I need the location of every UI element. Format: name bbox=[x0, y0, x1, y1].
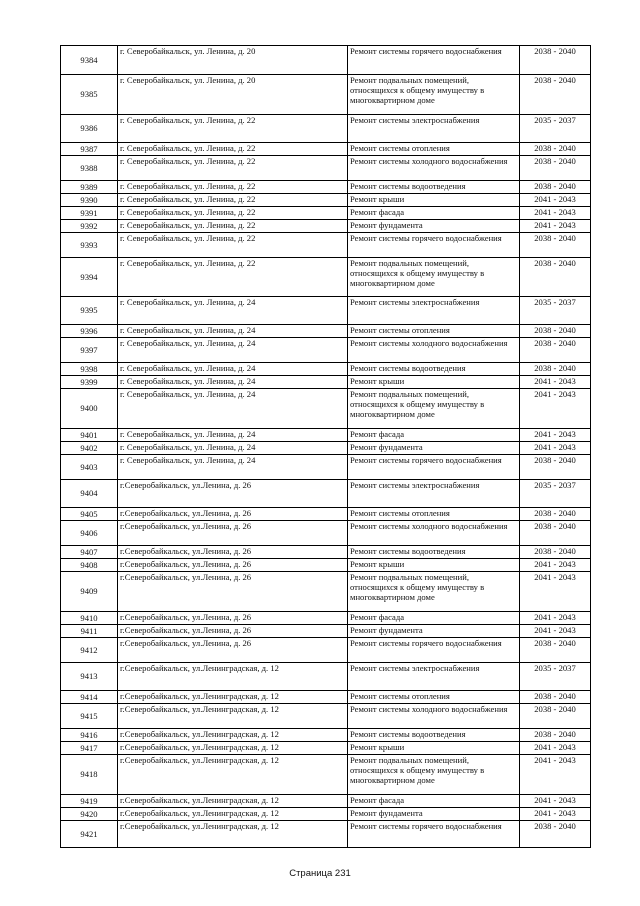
table-row bbox=[61, 376, 591, 389]
row-number: 9411 bbox=[61, 625, 118, 638]
page-number: Страница 231 bbox=[289, 868, 351, 879]
row-number: 9384 bbox=[61, 46, 118, 75]
table-row bbox=[61, 795, 591, 808]
row-number: 9387 bbox=[61, 143, 118, 156]
row-period: 2041 - 2043 bbox=[520, 376, 591, 389]
row-address: г. Северобайкальск, ул. Ленина, д. 20 bbox=[118, 75, 348, 115]
row-period: 2038 - 2040 bbox=[520, 691, 591, 704]
table-row bbox=[61, 46, 591, 75]
row-number: 9404 bbox=[61, 480, 118, 508]
row-work-type: Ремонт крыши bbox=[348, 376, 520, 389]
row-work-type: Ремонт системы отопления bbox=[348, 325, 520, 338]
table-row bbox=[61, 258, 591, 297]
works-table-body bbox=[61, 46, 591, 848]
table-row bbox=[61, 325, 591, 338]
row-work-type: Ремонт фасада bbox=[348, 429, 520, 442]
table-row bbox=[61, 220, 591, 233]
row-address: г. Северобайкальск, ул. Ленина, д. 22 bbox=[118, 220, 348, 233]
row-number: 9386 bbox=[61, 115, 118, 143]
row-number: 9416 bbox=[61, 729, 118, 742]
row-address: г. Северобайкальск, ул. Ленина, д. 20 bbox=[118, 46, 348, 75]
table-row bbox=[61, 546, 591, 559]
row-period: 2038 - 2040 bbox=[520, 338, 591, 363]
row-work-type: Ремонт системы горячего водоснабжения bbox=[348, 455, 520, 480]
table-row bbox=[61, 808, 591, 821]
row-period: 2035 - 2037 bbox=[520, 663, 591, 691]
row-number: 9419 bbox=[61, 795, 118, 808]
row-period: 2041 - 2043 bbox=[520, 742, 591, 755]
row-number: 9418 bbox=[61, 755, 118, 795]
row-number: 9388 bbox=[61, 156, 118, 181]
row-number: 9400 bbox=[61, 389, 118, 429]
table-row bbox=[61, 638, 591, 663]
row-period: 2041 - 2043 bbox=[520, 808, 591, 821]
row-address: г.Северобайкальск, ул.Ленина, д. 26 bbox=[118, 638, 348, 663]
row-period: 2041 - 2043 bbox=[520, 625, 591, 638]
row-number: 9421 bbox=[61, 821, 118, 848]
row-address: г.Северобайкальск, ул.Ленина, д. 26 bbox=[118, 521, 348, 546]
row-address: г. Северобайкальск, ул. Ленина, д. 24 bbox=[118, 338, 348, 363]
row-work-type: Ремонт системы холодного водоснабжения bbox=[348, 704, 520, 729]
row-work-type: Ремонт системы водоотведения bbox=[348, 546, 520, 559]
row-period: 2038 - 2040 bbox=[520, 508, 591, 521]
row-period: 2038 - 2040 bbox=[520, 75, 591, 115]
row-address: г. Северобайкальск, ул. Ленина, д. 22 bbox=[118, 207, 348, 220]
table-row bbox=[61, 480, 591, 508]
row-number: 9409 bbox=[61, 572, 118, 612]
row-work-type: Ремонт фундамента bbox=[348, 625, 520, 638]
row-period: 2038 - 2040 bbox=[520, 821, 591, 848]
row-address: г.Северобайкальск, ул.Ленинградская, д. 12 bbox=[118, 795, 348, 808]
row-number: 9415 bbox=[61, 704, 118, 729]
row-work-type: Ремонт системы электроснабжения bbox=[348, 663, 520, 691]
row-address: г.Северобайкальск, ул.Ленинградская, д. 12 bbox=[118, 729, 348, 742]
row-work-type: Ремонт фундамента bbox=[348, 808, 520, 821]
row-period: 2041 - 2043 bbox=[520, 194, 591, 207]
table-row bbox=[61, 612, 591, 625]
row-address: г. Северобайкальск, ул. Ленина, д. 22 bbox=[118, 156, 348, 181]
row-period: 2038 - 2040 bbox=[520, 729, 591, 742]
row-number: 9389 bbox=[61, 181, 118, 194]
table-row bbox=[61, 572, 591, 612]
row-number: 9398 bbox=[61, 363, 118, 376]
row-period: 2041 - 2043 bbox=[520, 612, 591, 625]
row-number: 9395 bbox=[61, 297, 118, 325]
row-address: г. Северобайкальск, ул. Ленина, д. 22 bbox=[118, 258, 348, 297]
table-row bbox=[61, 625, 591, 638]
row-period: 2035 - 2037 bbox=[520, 480, 591, 508]
row-work-type: Ремонт системы холодного водоснабжения bbox=[348, 521, 520, 546]
row-period: 2038 - 2040 bbox=[520, 521, 591, 546]
row-period: 2041 - 2043 bbox=[520, 795, 591, 808]
table-row bbox=[61, 75, 591, 115]
row-work-type: Ремонт системы холодного водоснабжения bbox=[348, 338, 520, 363]
table-row bbox=[61, 704, 591, 729]
row-work-type: Ремонт крыши bbox=[348, 742, 520, 755]
row-period: 2041 - 2043 bbox=[520, 442, 591, 455]
row-number: 9399 bbox=[61, 376, 118, 389]
row-work-type: Ремонт фундамента bbox=[348, 220, 520, 233]
table-row bbox=[61, 559, 591, 572]
row-work-type: Ремонт системы электроснабжения bbox=[348, 480, 520, 508]
table-row bbox=[61, 297, 591, 325]
row-address: г. Северобайкальск, ул. Ленина, д. 24 bbox=[118, 455, 348, 480]
row-period: 2038 - 2040 bbox=[520, 325, 591, 338]
row-work-type: Ремонт крыши bbox=[348, 194, 520, 207]
table-row bbox=[61, 389, 591, 429]
table-row bbox=[61, 207, 591, 220]
row-address: г.Северобайкальск, ул.Ленинградская, д. 12 bbox=[118, 663, 348, 691]
row-address: г. Северобайкальск, ул. Ленина, д. 24 bbox=[118, 442, 348, 455]
table-row bbox=[61, 508, 591, 521]
row-number: 9391 bbox=[61, 207, 118, 220]
row-address: г.Северобайкальск, ул.Ленина, д. 26 bbox=[118, 572, 348, 612]
row-period: 2038 - 2040 bbox=[520, 46, 591, 75]
row-work-type: Ремонт подвальных помещений, относящихся к общему имуществу в многоквартирном доме bbox=[348, 258, 520, 297]
row-period: 2035 - 2037 bbox=[520, 297, 591, 325]
row-number: 9414 bbox=[61, 691, 118, 704]
table-row bbox=[61, 115, 591, 143]
row-number: 9408 bbox=[61, 559, 118, 572]
table-row bbox=[61, 729, 591, 742]
row-number: 9385 bbox=[61, 75, 118, 115]
row-period: 2041 - 2043 bbox=[520, 572, 591, 612]
row-period: 2041 - 2043 bbox=[520, 755, 591, 795]
row-number: 9412 bbox=[61, 638, 118, 663]
row-work-type: Ремонт системы электроснабжения bbox=[348, 297, 520, 325]
row-period: 2041 - 2043 bbox=[520, 207, 591, 220]
row-address: г. Северобайкальск, ул. Ленина, д. 22 bbox=[118, 143, 348, 156]
row-number: 9397 bbox=[61, 338, 118, 363]
row-number: 9401 bbox=[61, 429, 118, 442]
row-address: г.Северобайкальск, ул.Ленинградская, д. 12 bbox=[118, 808, 348, 821]
table-row bbox=[61, 691, 591, 704]
row-number: 9417 bbox=[61, 742, 118, 755]
row-number: 9403 bbox=[61, 455, 118, 480]
row-work-type: Ремонт подвальных помещений, относящихся к общему имуществу в многоквартирном доме bbox=[348, 389, 520, 429]
row-period: 2041 - 2043 bbox=[520, 559, 591, 572]
table-row bbox=[61, 821, 591, 848]
row-period: 2038 - 2040 bbox=[520, 455, 591, 480]
row-address: г.Северобайкальск, ул.Ленина, д. 26 bbox=[118, 508, 348, 521]
table-row bbox=[61, 194, 591, 207]
row-number: 9396 bbox=[61, 325, 118, 338]
table-row bbox=[61, 338, 591, 363]
table-row bbox=[61, 455, 591, 480]
row-address: г. Северобайкальск, ул. Ленина, д. 24 bbox=[118, 376, 348, 389]
row-work-type: Ремонт системы горячего водоснабжения bbox=[348, 233, 520, 258]
row-period: 2041 - 2043 bbox=[520, 389, 591, 429]
row-address: г.Северобайкальск, ул.Ленинградская, д. 12 bbox=[118, 821, 348, 848]
row-work-type: Ремонт системы холодного водоснабжения bbox=[348, 156, 520, 181]
table-row bbox=[61, 156, 591, 181]
row-work-type: Ремонт подвальных помещений, относящихся к общему имуществу в многоквартирном доме bbox=[348, 75, 520, 115]
row-address: г. Северобайкальск, ул. Ленина, д. 24 bbox=[118, 325, 348, 338]
row-work-type: Ремонт фундамента bbox=[348, 442, 520, 455]
row-address: г.Северобайкальск, ул.Ленина, д. 26 bbox=[118, 546, 348, 559]
table-row bbox=[61, 429, 591, 442]
row-number: 9393 bbox=[61, 233, 118, 258]
row-work-type: Ремонт фасада bbox=[348, 207, 520, 220]
row-address: г.Северобайкальск, ул.Ленинградская, д. 12 bbox=[118, 755, 348, 795]
row-number: 9392 bbox=[61, 220, 118, 233]
row-period: 2041 - 2043 bbox=[520, 220, 591, 233]
row-number: 9390 bbox=[61, 194, 118, 207]
row-work-type: Ремонт системы отопления bbox=[348, 691, 520, 704]
table-row bbox=[61, 755, 591, 795]
row-work-type: Ремонт системы горячего водоснабжения bbox=[348, 46, 520, 75]
row-work-type: Ремонт системы горячего водоснабжения bbox=[348, 638, 520, 663]
row-number: 9405 bbox=[61, 508, 118, 521]
row-period: 2038 - 2040 bbox=[520, 156, 591, 181]
row-number: 9413 bbox=[61, 663, 118, 691]
row-number: 9394 bbox=[61, 258, 118, 297]
row-work-type: Ремонт системы водоотведения bbox=[348, 181, 520, 194]
row-period: 2038 - 2040 bbox=[520, 143, 591, 156]
row-address: г. Северобайкальск, ул. Ленина, д. 22 bbox=[118, 233, 348, 258]
row-work-type: Ремонт системы отопления bbox=[348, 508, 520, 521]
row-address: г. Северобайкальск, ул. Ленина, д. 22 bbox=[118, 181, 348, 194]
row-work-type: Ремонт системы водоотведения bbox=[348, 363, 520, 376]
table-row bbox=[61, 143, 591, 156]
row-work-type: Ремонт подвальных помещений, относящихся к общему имуществу в многоквартирном доме bbox=[348, 572, 520, 612]
row-period: 2038 - 2040 bbox=[520, 181, 591, 194]
row-address: г. Северобайкальск, ул. Ленина, д. 22 bbox=[118, 194, 348, 207]
row-work-type: Ремонт крыши bbox=[348, 559, 520, 572]
row-number: 9406 bbox=[61, 521, 118, 546]
row-address: г.Северобайкальск, ул.Ленина, д. 26 bbox=[118, 559, 348, 572]
row-work-type: Ремонт системы горячего водоснабжения bbox=[348, 821, 520, 848]
row-address: г.Северобайкальск, ул.Ленинградская, д. 12 bbox=[118, 691, 348, 704]
row-address: г. Северобайкальск, ул. Ленина, д. 24 bbox=[118, 429, 348, 442]
row-period: 2038 - 2040 bbox=[520, 638, 591, 663]
row-work-type: Ремонт подвальных помещений, относящихся к общему имуществу в многоквартирном доме bbox=[348, 755, 520, 795]
table-row bbox=[61, 663, 591, 691]
row-address: г.Северобайкальск, ул.Ленина, д. 26 bbox=[118, 480, 348, 508]
row-period: 2038 - 2040 bbox=[520, 258, 591, 297]
row-period: 2038 - 2040 bbox=[520, 363, 591, 376]
table-row bbox=[61, 442, 591, 455]
table-row bbox=[61, 521, 591, 546]
row-number: 9410 bbox=[61, 612, 118, 625]
row-period: 2038 - 2040 bbox=[520, 233, 591, 258]
row-period: 2038 - 2040 bbox=[520, 546, 591, 559]
row-address: г. Северобайкальск, ул. Ленина, д. 22 bbox=[118, 115, 348, 143]
works-table bbox=[60, 45, 591, 848]
row-address: г. Северобайкальск, ул. Ленина, д. 24 bbox=[118, 363, 348, 376]
row-number: 9420 bbox=[61, 808, 118, 821]
row-address: г. Северобайкальск, ул. Ленина, д. 24 bbox=[118, 297, 348, 325]
row-work-type: Ремонт системы электроснабжения bbox=[348, 115, 520, 143]
row-period: 2035 - 2037 bbox=[520, 115, 591, 143]
row-address: г. Северобайкальск, ул. Ленина, д. 24 bbox=[118, 389, 348, 429]
row-work-type: Ремонт фасада bbox=[348, 795, 520, 808]
row-number: 9402 bbox=[61, 442, 118, 455]
table-row bbox=[61, 233, 591, 258]
row-period: 2038 - 2040 bbox=[520, 704, 591, 729]
row-address: г.Северобайкальск, ул.Ленина, д. 26 bbox=[118, 612, 348, 625]
table-row bbox=[61, 181, 591, 194]
row-address: г.Северобайкальск, ул.Ленинградская, д. 12 bbox=[118, 704, 348, 729]
row-work-type: Ремонт системы водоотведения bbox=[348, 729, 520, 742]
table-row bbox=[61, 363, 591, 376]
row-address: г.Северобайкальск, ул.Ленина, д. 26 bbox=[118, 625, 348, 638]
row-work-type: Ремонт системы отопления bbox=[348, 143, 520, 156]
row-period: 2041 - 2043 bbox=[520, 429, 591, 442]
table-row bbox=[61, 742, 591, 755]
row-number: 9407 bbox=[61, 546, 118, 559]
row-address: г.Северобайкальск, ул.Ленинградская, д. 12 bbox=[118, 742, 348, 755]
row-work-type: Ремонт фасада bbox=[348, 612, 520, 625]
